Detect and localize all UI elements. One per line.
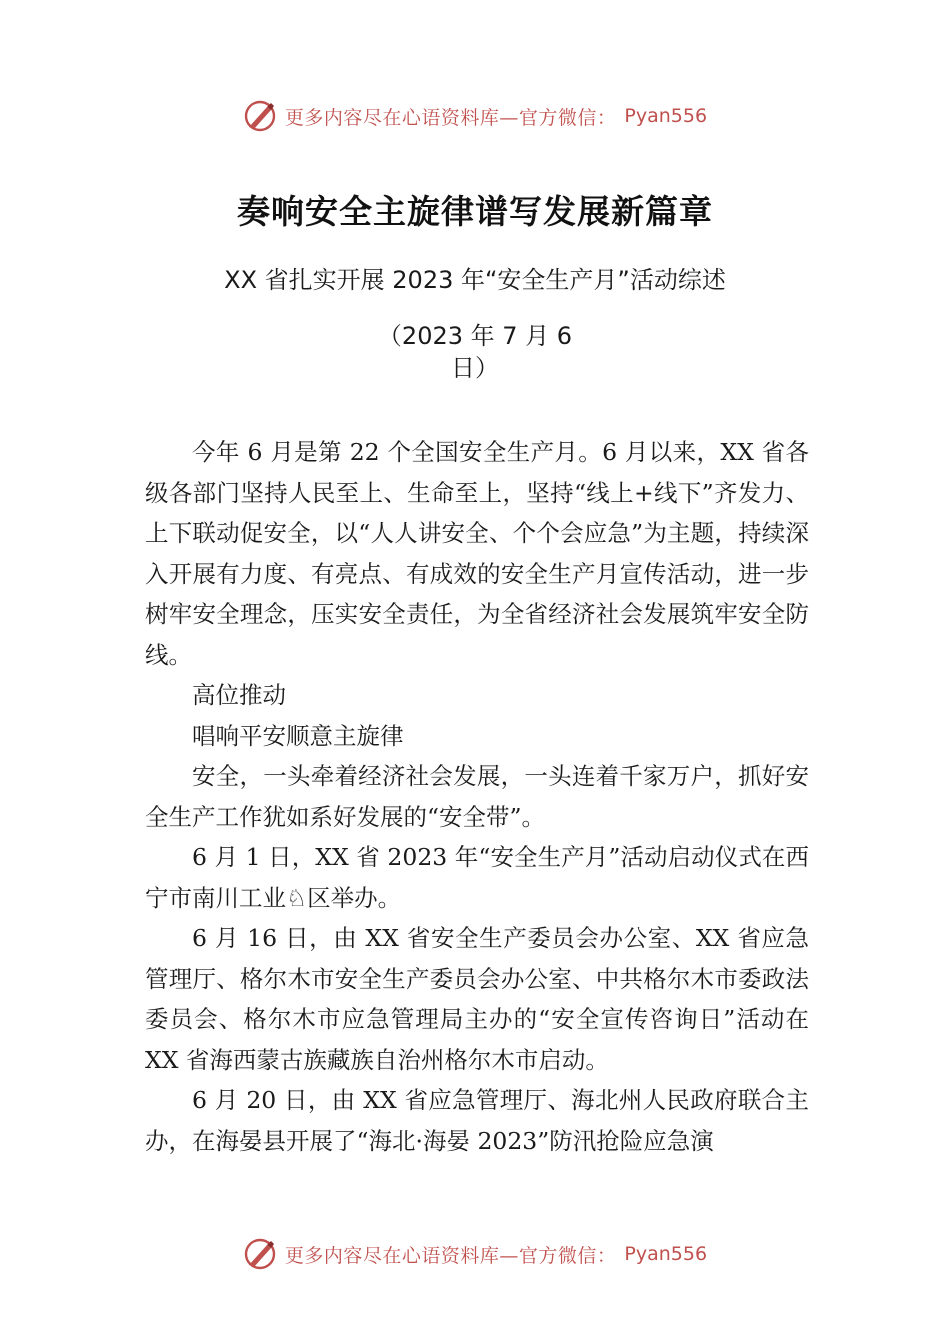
watermark-wechat-id: Pyan556 [624,105,708,127]
document-date [0,320,950,384]
paragraph: 6 月 1 日，XX 省 2023 年“安全生产月”活动启动仪式在西宁市南川工业♘区举办。 [145,843,809,912]
date-line-1: （2023 年 7 月 6 [377,322,573,350]
section-heading: 高位推动 [192,681,286,709]
watermark-wechat-id: Pyan556 [624,1243,708,1265]
paragraph: 6 月 20 日，由 XX 省应急管理厅、海北州人民政府联合主办，在海晏县开展了“海北·海晏 2023”防汛抢险应急演 [145,1086,809,1155]
paragraph: 6 月 16 日，由 XX 省安全生产委员会办公室、XX 省应急管理厅、格尔木市安全生产委员会办公室、中共格尔木市委政法委员会、格尔木市应急管理局主办的“安全宣传咨询日”活动在 XX 省海西蒙古族藏族自治州格尔木市启动。 [145,924,809,1074]
section-subheading: 唱响平安顺意主旋律 [192,721,404,750]
document-title: 奏响安全主旋律谱写发展新篇章 [237,192,713,231]
document-subtitle: XX 省扎实开展 2023 年“安全生产月”活动综述 [224,266,726,294]
watermark-footer [0,1234,950,1274]
watermark-text: 更多内容尽在心语资料库—官方微信： [284,106,617,129]
date-line-2: 日） [451,354,499,382]
document-body [145,432,809,1161]
pen-circle-logo-icon [243,99,277,133]
paragraph: 今年 6 月是第 22 个全国安全生产月。6 月以来，XX 省各级各部门坚持人民至上、生命至上，坚持“线上+线下”齐发力、上下联动促安全，以“人人讲安全、个个会应急”为主题，持续深入开展有力度、有亮点、有成效的安全生产月宣传活动，进一步树牢安全理念，压实安全责任，为全省经济社会发展筑牢安全防线。 [145,438,809,669]
paragraph: 安全，一头牵着经济社会发展，一头连着千家万户，抓好安全生产工作犹如系好发展的“安全带”。 [145,762,809,831]
pen-circle-logo-icon [243,1237,277,1271]
watermark-header [0,96,950,136]
watermark-text: 更多内容尽在心语资料库—官方微信： [284,1244,617,1267]
